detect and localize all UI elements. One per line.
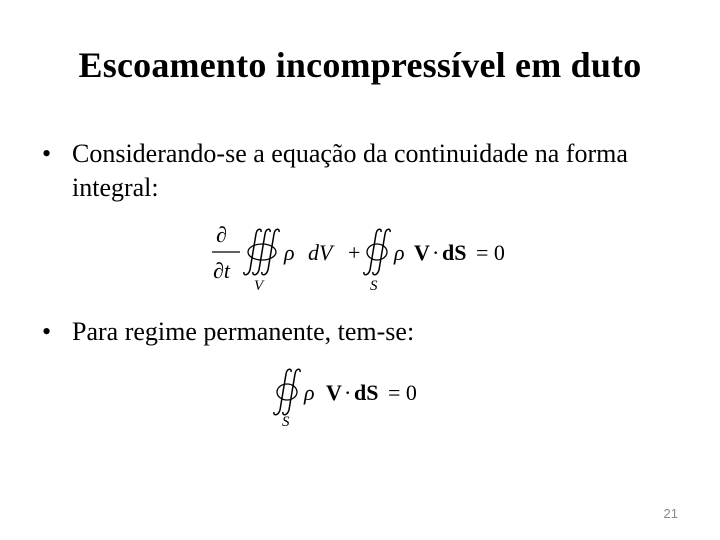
surface-subscript: S [282,414,290,430]
area-vector: dS [354,380,379,405]
bullet-text: Considerando-se a equação da continuidade na forma integral: [72,139,628,202]
dV-term: dV [308,240,333,265]
double-integral-icon [364,229,390,275]
equals-zero: = 0 [476,240,505,265]
dot-operator: · [344,380,352,405]
velocity-vector: V [326,380,342,405]
partial-t: ∂t [213,258,230,283]
bullet-marker: • [42,317,52,346]
plus-sign: + [348,240,361,265]
double-integral-icon [274,369,300,415]
velocity-vector: V [414,240,430,265]
bullet-text: Para regime permanente, tem-se: [72,317,415,346]
slide-title: Escoamento incompressível em duto [78,45,642,85]
partial-symbol: ∂ [216,222,227,247]
surface-subscript: S [370,278,378,294]
area-vector: dS [442,240,467,265]
volume-subscript: V [254,278,264,294]
equals-zero: = 0 [388,380,417,405]
rho-symbol: ρ [284,240,295,265]
page-number: 21 [663,506,678,521]
bullet-marker: • [42,139,52,168]
triple-integral-icon [244,229,279,275]
continuity-integral-equation [210,222,530,294]
rho-symbol: ρ [304,380,315,405]
rho-symbol: ρ [394,240,405,265]
steady-state-equation [272,364,452,430]
dot-operator: · [432,240,440,265]
